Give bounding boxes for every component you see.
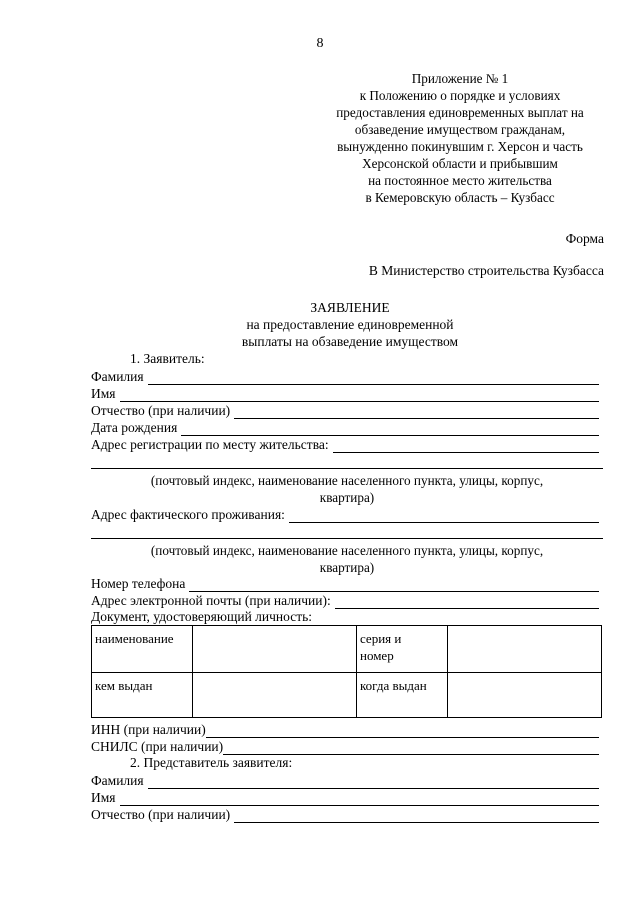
doc-name-value-cell[interactable] <box>193 626 357 673</box>
table-row <box>92 626 602 673</box>
email-label: Адрес электронной почты (при наличии): <box>91 593 331 608</box>
reg-address-label: Адрес регистрации по месту жительства: <box>91 437 329 452</box>
reg-address-line-2[interactable] <box>91 468 603 469</box>
phone-line[interactable] <box>189 579 599 592</box>
name-line[interactable] <box>120 389 599 402</box>
actual-address-field[interactable] <box>91 506 599 523</box>
doc-issued-when-label: когда выдан <box>360 678 427 693</box>
birth-date-field[interactable] <box>91 419 599 436</box>
id-document-heading-row <box>91 608 599 625</box>
actual-address-hint <box>91 542 603 576</box>
appendix-line: предоставления единовременных выплат на <box>336 105 584 120</box>
doc-series-value-cell[interactable] <box>448 626 602 673</box>
rep-surname-line[interactable] <box>148 776 599 789</box>
addressee: В Министерство строительства Кузбасса <box>368 263 604 278</box>
appendix-line: Херсонской области и прибывшим <box>362 156 558 171</box>
name-label: Имя <box>91 386 116 401</box>
rep-surname-field[interactable] <box>91 772 599 789</box>
reg-address-field[interactable] <box>91 436 599 453</box>
actual-address-label: Адрес фактического проживания: <box>91 507 285 522</box>
name-field[interactable] <box>91 385 599 402</box>
rep-name-line[interactable] <box>120 793 599 806</box>
title-line-1: на предоставление единовременной <box>246 317 454 332</box>
appendix-header <box>300 70 620 206</box>
doc-issued-when-value-cell[interactable] <box>448 673 602 718</box>
surname-label: Фамилия <box>91 369 144 384</box>
snils-line[interactable] <box>223 742 599 755</box>
page-number: 8 <box>316 36 324 51</box>
hint-line-1: (почтовый индекс, наименование населенного пункта, улицы, корпус, <box>150 473 544 488</box>
rep-patronymic-label: Отчество (при наличии) <box>91 807 231 822</box>
hint-line-2: квартира) <box>319 490 375 505</box>
rep-name-field[interactable] <box>91 789 599 806</box>
rep-name-label: Имя <box>91 790 116 805</box>
section2-heading: 2. Представитель заявителя: <box>130 755 293 770</box>
surname-line[interactable] <box>148 372 599 385</box>
doc-name-label-cell <box>92 626 193 673</box>
snils-field[interactable] <box>91 738 599 755</box>
id-document-label: Документ, удостоверяющий личность: <box>91 609 313 624</box>
doc-name-label: наименование <box>95 631 174 646</box>
reg-address-line[interactable] <box>333 440 599 453</box>
rep-patronymic-field[interactable] <box>91 806 599 823</box>
appendix-line: к Положению о порядке и условиях <box>359 88 561 103</box>
appendix-line: в Кемеровскую область – Кузбасс <box>365 190 555 205</box>
doc-issued-by-label-cell <box>92 673 193 718</box>
birth-date-line[interactable] <box>181 423 599 436</box>
actual-address-line-2[interactable] <box>91 538 603 539</box>
snils-label: СНИЛС (при наличии) <box>91 739 224 754</box>
appendix-line: на постоянное место жительства <box>368 173 552 188</box>
doc-issued-by-value-cell[interactable] <box>193 673 357 718</box>
inn-field[interactable] <box>91 721 599 738</box>
patronymic-line[interactable] <box>234 406 599 419</box>
surname-field[interactable] <box>91 368 599 385</box>
reg-address-hint <box>91 472 603 506</box>
patronymic-label: Отчество (при наличии) <box>91 403 231 418</box>
appendix-line: Приложение № 1 <box>411 71 509 86</box>
actual-address-line[interactable] <box>289 510 599 523</box>
section1-heading: 1. Заявитель: <box>130 351 205 366</box>
email-field[interactable] <box>91 592 599 609</box>
table-row <box>92 673 602 718</box>
document-title <box>160 299 540 350</box>
doc-series-label-2: номер <box>360 648 394 663</box>
inn-label: ИНН (при наличии) <box>91 722 206 737</box>
doc-issued-by-label: кем выдан <box>95 678 153 693</box>
form-label: Форма <box>565 231 604 246</box>
id-document-table <box>91 625 602 718</box>
inn-line[interactable] <box>206 725 599 738</box>
phone-field[interactable] <box>91 575 599 592</box>
rep-patronymic-line[interactable] <box>234 810 599 823</box>
patronymic-field[interactable] <box>91 402 599 419</box>
title-line-2: выплаты на обзаведение имуществом <box>241 334 459 349</box>
birth-date-label: Дата рождения <box>91 420 178 435</box>
appendix-line: вынужденно покинувшим г. Херсон и часть <box>337 139 583 154</box>
hint-line-1: (почтовый индекс, наименование населенного пункта, улицы, корпус, <box>150 543 544 558</box>
doc-series-label-1: серия и <box>360 631 402 646</box>
appendix-line: обзаведение имуществом гражданам, <box>354 122 566 137</box>
hint-line-2: квартира) <box>319 560 375 575</box>
rep-surname-label: Фамилия <box>91 773 144 788</box>
doc-series-label-cell <box>357 626 448 673</box>
doc-issued-when-label-cell <box>357 673 448 718</box>
title-heading: ЗАЯВЛЕНИЕ <box>310 300 390 315</box>
phone-label: Номер телефона <box>91 576 186 591</box>
